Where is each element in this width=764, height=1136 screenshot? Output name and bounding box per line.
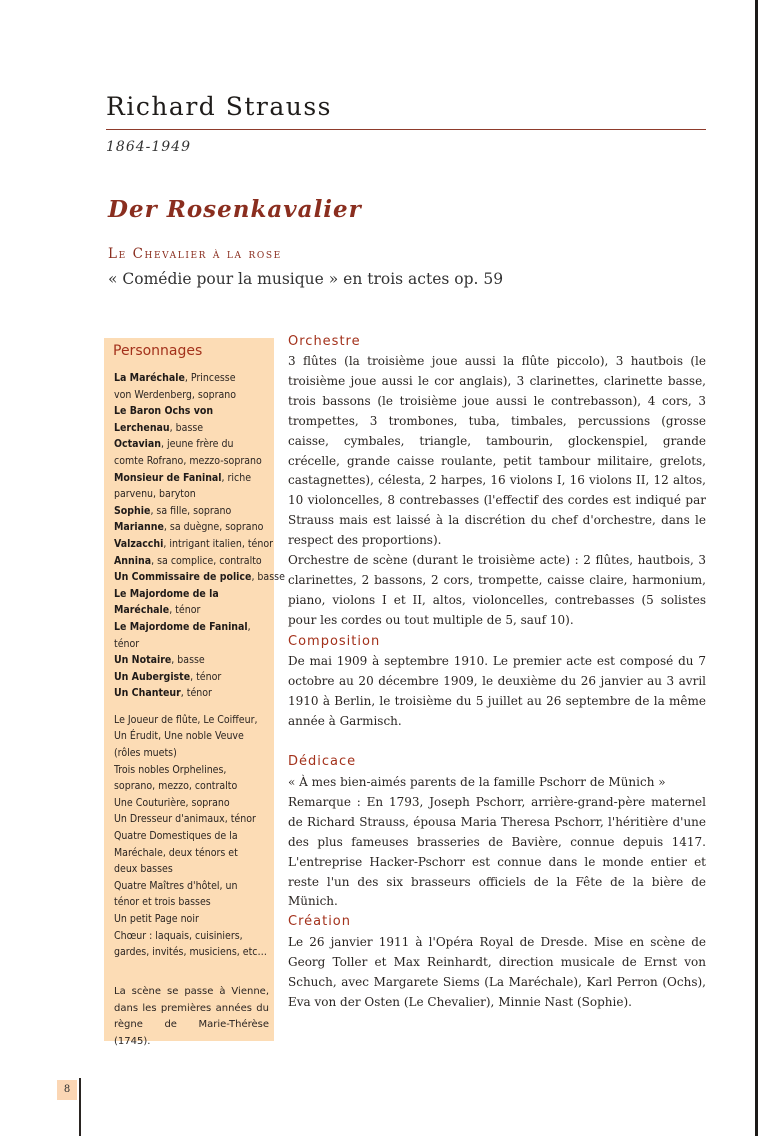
composition-text [288, 652, 706, 732]
page-number: 8 [57, 1080, 77, 1100]
orchestre-paragraph: 3 flûtes (la troisième joue aussi la flûte piccolo), 3 hautbois (le troisième joue aussi le cor anglais), 3 clarinettes, clarinette basse, trois bassons (le troisième joue aussi le contrebasson), 4 cors, 3 trompettes, 3 trombones, tuba, timbales, percussions (grosse caisse, cymbales, triangle, tambourin, glockenspiel, grande crécelle, grande caisse roulante, petit tambour militaire, grelots, castagnettes), célesta, 2 harpes, 16 violons I, 16 violons II, 12 altos, 10 violoncelles, 8 contrebasses (l'effectif des cordes est indiqué par Strauss mais est laissé à la discrétion du chef d'orchestre, dans le respect des proportions). [288, 354, 706, 548]
role-line: Annina, sa complice, contralto [114, 554, 262, 567]
composition-paragraph: De mai 1909 à septembre 1910. Le premier acte est composé du 7 octobre au 20 décembre 1909, le deuxième du 26 janvier au 3 avril 1910 à Berlin, le troisième du 5 juillet au 26 septembre de la même année à Garmisch. [288, 654, 706, 728]
role-line: Le Majordome de Faninal, [114, 620, 251, 633]
composer-name: Richard Strauss [106, 92, 333, 121]
minor-role-line: Le Joueur de flûte, Le Coiffeur, [114, 713, 258, 726]
composer-dates: 1864-1949 [106, 139, 191, 155]
role-line: Le Baron Ochs von [114, 405, 214, 418]
role-line: Valzacchi, intrigant italien, ténor [114, 537, 273, 550]
minor-role-line: Chœur : laquais, cuisiniers, [114, 929, 243, 942]
page-edge [755, 0, 758, 1136]
role-line: ténor [114, 637, 140, 650]
minor-role-line: deux basses [114, 863, 173, 876]
minor-role-line: Un petit Page noir [114, 913, 199, 925]
role-line: Lerchenau, basse [114, 421, 204, 434]
minor-role-line: Quatre Maîtres d'hôtel, un [114, 879, 238, 892]
minor-role-line: Une Couturière, soprano [114, 796, 230, 809]
opera-title: Der Rosenkavalier [108, 196, 362, 223]
sidebar-heading: Personnages [113, 343, 203, 359]
dedicace-paragraph: « À mes bien-aimés parents de la famille Pschorr de Münich » [288, 775, 666, 789]
opera-subtitle: Le Chevalier à la rose [108, 246, 282, 262]
role-line: Le Majordome de la [114, 587, 219, 600]
opera-genre: « Comédie pour la musique » en trois actes op. 59 [108, 270, 504, 288]
title-rule [106, 129, 706, 130]
composition-heading: Composition [288, 634, 381, 649]
minor-role-line: Quatre Domestiques de la [114, 830, 238, 843]
role-line: von Werdenberg, soprano [114, 388, 237, 401]
role-line: La Maréchale, Princesse [114, 372, 236, 384]
minor-role-line: ténor et trois basses [114, 896, 211, 909]
orchestre-text [288, 352, 706, 631]
creation-text [288, 933, 706, 1013]
dedicace-text [288, 773, 706, 912]
role-line: Maréchale, ténor [114, 604, 201, 617]
character-list [114, 370, 285, 961]
dedicace-heading: Dédicace [288, 754, 357, 769]
role-line: Un Chanteur, ténor [114, 687, 212, 700]
minor-role-line: (rôles muets) [114, 747, 177, 760]
role-line: parvenu, baryton [114, 488, 196, 501]
creation-heading: Création [288, 914, 352, 929]
role-line: Marianne, sa duègne, soprano [114, 521, 264, 534]
minor-role-line: soprano, mezzo, contralto [114, 780, 238, 793]
minor-role-line: Un Érudit, Une noble Veuve [114, 730, 244, 743]
creation-paragraph: Le 26 janvier 1911 à l'Opéra Royal de Dresde. Mise en scène de Georg Toller et Max Reinhardt, direction musicale de Ernst von Schuch, avec Margarete Siems (La Maréchale), Karl Perron (Ochs), Eva von der Osten (Le Chevalier), Minnie Nast (Sophie). [288, 935, 706, 1009]
role-line: comte Rofrano, mezzo-soprano [114, 454, 262, 467]
minor-role-line: Trois nobles Orphelines, [114, 763, 227, 776]
role-line: Un Commissaire de police, basse [114, 571, 285, 584]
role-line: Octavian, jeune frère du [114, 438, 234, 451]
role-line: Sophie, sa fille, soprano [114, 504, 232, 517]
role-line: Un Aubergiste, ténor [114, 670, 222, 683]
orchestre-heading: Orchestre [288, 334, 361, 349]
page-footer-rule [79, 1078, 81, 1136]
minor-role-line: gardes, invités, musiciens, etc… [114, 946, 267, 959]
minor-role-line: Un Dresseur d'animaux, ténor [114, 813, 256, 826]
minor-role-line: Maréchale, deux ténors et [114, 846, 238, 859]
setting-note: La scène se passe à Vienne, dans les premières années du règne de Marie-Thérèse (1745). [114, 986, 269, 1047]
orchestre-scene-paragraph: Orchestre de scène (durant le troisième acte) : 2 flûtes, hautbois, 3 clarinettes, 2 bassons, 2 cors, trompette, caisse claire, harmonium, piano, violons I et II, altos, violoncelles, contrebasses (5 solistes pour les cordes ou tout multiple de 5, sauf 10). [288, 553, 706, 627]
role-line: Monsieur de Faninal, riche [114, 471, 252, 484]
role-line: Un Notaire, basse [114, 654, 205, 667]
remarque-paragraph: Remarque : En 1793, Joseph Pschorr, arrière-grand-père maternel de Richard Strauss, épousa Maria Theresa Pschorr, l'héritière d'une des plus fameuses brasseries de Bavière, connue depuis 1417. L'entreprise Hacker-Pschorr est connue dans le monde entier et reste l'un des six brasseurs officiels de la Fête de la bière de Münich. [288, 794, 706, 909]
